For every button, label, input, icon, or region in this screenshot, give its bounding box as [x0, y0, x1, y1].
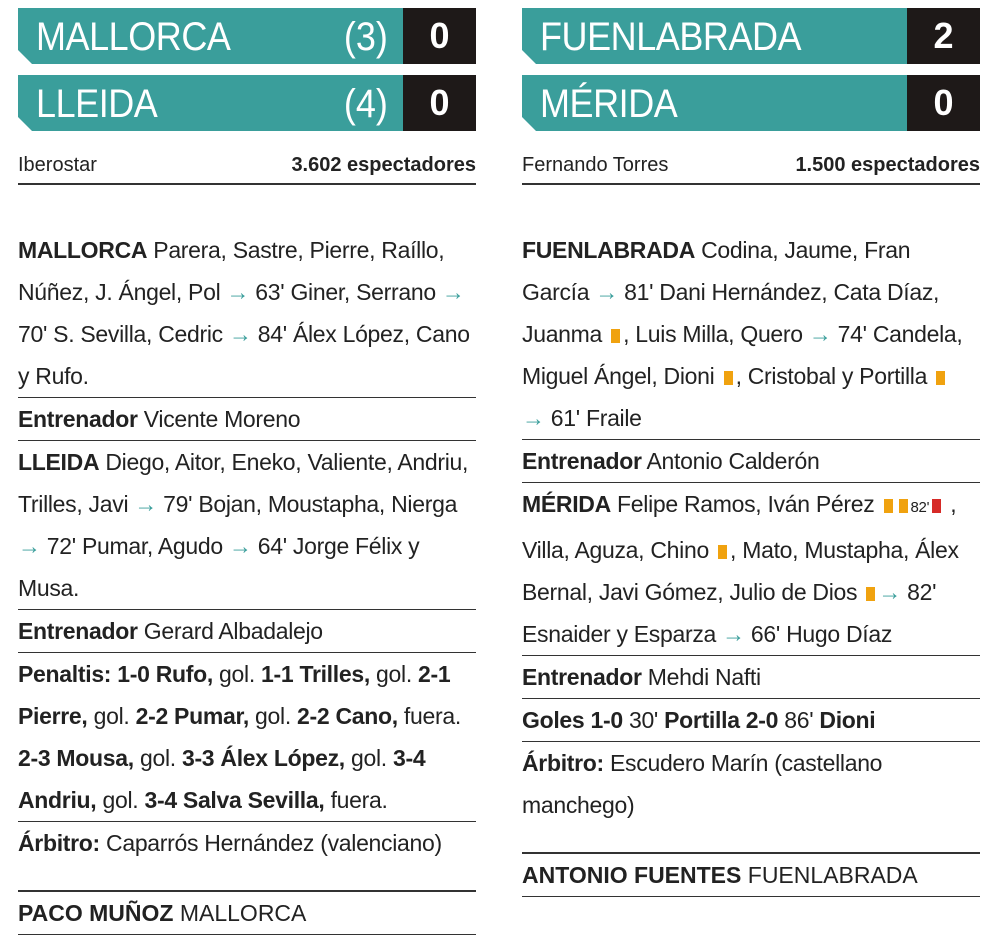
penalty-score: 2-1 Pierre, [18, 661, 451, 729]
match-report-fuenlabrada-merida [522, 8, 980, 897]
goal-score: 1-0 [584, 707, 623, 733]
goal-minute: 30' [622, 707, 665, 733]
coach-mallorca [18, 398, 476, 441]
penalties-label: Penaltis: [18, 661, 112, 687]
lineups [18, 229, 476, 935]
lineup-text: 63' Giner, Serrano [249, 279, 442, 305]
team-name-home: MALLORCA [36, 15, 231, 59]
score-away: 0 [403, 75, 476, 131]
team-label: MÉRIDA [522, 491, 611, 517]
coach-name: Gerard Albadalejo [137, 618, 323, 644]
penalty-result: gol. [344, 745, 393, 771]
score-away: 0 [907, 75, 980, 131]
referee [522, 742, 980, 826]
lineup-text: 79' Bojan, Moustapha, Nierga [157, 491, 458, 517]
coach-lleida [18, 610, 476, 653]
lineup-text: 70' S. Sevilla, Cedric [18, 321, 229, 347]
lineup-text: , Villa, Aguza, Chino [522, 491, 957, 563]
substitution-arrow-icon: → [595, 279, 619, 305]
venue-info [522, 142, 980, 185]
penalty-result: gol. [248, 703, 298, 729]
attendance: 3.602 espectadores [291, 154, 476, 176]
lineup-text: 84' Álex López, Cano y Rufo. [18, 321, 470, 389]
stadium-name: Fernando Torres [522, 154, 669, 176]
lineup-text: , Luis Milla, Quero [623, 321, 809, 347]
coach-label: Entrenador [522, 448, 642, 474]
match-report-mallorca-lleida [18, 8, 476, 935]
yellow-card-icon [884, 499, 893, 513]
penalty-score: 1-1 Trilles, [261, 661, 370, 687]
team-label: FUENLABRADA [522, 237, 696, 263]
author-name: ANTONIO FUENTES [522, 862, 742, 888]
goal-minute: 86' [778, 707, 820, 733]
referee-label: Árbitro: [522, 750, 604, 776]
red-card-minute: 82' [910, 499, 930, 516]
team-name-home: FUENLABRADA [540, 15, 802, 59]
attendance: 1.500 espectadores [795, 154, 980, 176]
penalty-shootout [18, 653, 476, 822]
substitution-arrow-icon: → [808, 321, 832, 347]
coach-fuenlabrada [522, 440, 980, 483]
lineup-text: 72' Pumar, Agudo [40, 533, 229, 559]
penalty-score: 1-0 Rufo, [111, 661, 213, 687]
lineup-text: Codina, Jaume, Fran García [522, 237, 911, 305]
substitution-arrow-icon: → [878, 579, 902, 605]
score-home: 0 [403, 8, 476, 64]
coach-name: Antonio Calderón [641, 448, 820, 474]
substitution-arrow-icon: → [134, 491, 158, 517]
lineup-text: 64' Jorge Félix y Musa. [18, 533, 420, 601]
penalty-score: 2-3 Mousa, [18, 745, 134, 771]
stadium-name: Iberostar [18, 154, 97, 176]
lineups [522, 229, 980, 897]
penalty-score: 3-3 Álex López, [181, 745, 345, 771]
goals [522, 699, 980, 742]
lineup-text: , Cristobal y Portilla [735, 363, 934, 389]
yellow-card-icon [724, 371, 733, 385]
coach-name: Mehdi Nafti [641, 664, 761, 690]
lineup-lleida [18, 441, 476, 610]
score-home: 2 [907, 8, 980, 64]
author-place: FUENLABRADA [741, 862, 918, 888]
referee-label: Árbitro: [18, 830, 100, 856]
yellow-card-icon [611, 329, 620, 343]
scoreboard-row-away [18, 75, 476, 131]
substitution-arrow-icon: → [441, 279, 465, 305]
lineup-text: Felipe Ramos, Iván Pérez [610, 491, 881, 517]
scoreboard-row-home [522, 8, 980, 64]
team-name-away: LLEIDA [36, 82, 158, 126]
substitution-arrow-icon: → [226, 279, 250, 305]
referee-name: Caparrós Hernández (valenciano) [99, 830, 442, 856]
referee [18, 822, 476, 864]
penalty-result: gol. [133, 745, 182, 771]
penalty-result: gol. [369, 661, 419, 687]
venue-info [18, 142, 476, 185]
penalty-score: 2-2 Pumar, [135, 703, 249, 729]
scoreboard-row-home [18, 8, 476, 64]
lineup-mallorca [18, 229, 476, 398]
author-place: MALLORCA [173, 900, 307, 926]
coach-name: Vicente Moreno [137, 406, 301, 432]
yellow-card-icon [866, 587, 875, 601]
coach-label: Entrenador [18, 406, 138, 432]
lineup-text: , Mato, Mustapha, Álex Bernal, Javi Gómez, Julio de Dios [522, 537, 959, 605]
yellow-card-icon [899, 499, 908, 513]
lineup-text: 66' Hugo Díaz [744, 621, 893, 647]
penalty-score: 3-4 Andriu, [18, 745, 426, 813]
red-card-icon [932, 499, 941, 513]
lineup-merida [522, 483, 980, 656]
coach-merida [522, 656, 980, 699]
penalty-result: gol. [212, 661, 262, 687]
lineup-text: 61' Fraile [544, 405, 642, 431]
byline [522, 852, 980, 897]
scoreboard-row-away [522, 75, 980, 131]
lineup-fuenlabrada [522, 229, 980, 440]
author-name: PACO MUÑOZ [18, 900, 174, 926]
lineup-text: Diego, Aitor, Eneko, Valiente, Andriu, Trilles, Javi [18, 449, 469, 517]
penalty-result: fuera. [324, 787, 388, 813]
goal-scorer: Portilla [664, 707, 740, 733]
substitution-arrow-icon: → [722, 621, 745, 647]
coach-label: Entrenador [522, 664, 642, 690]
goal-scorer: Dioni [819, 707, 876, 733]
goals-label: Goles [522, 707, 585, 733]
goal-score: 2-0 [739, 707, 779, 733]
penalty-result: gol. [96, 787, 145, 813]
lineup-text: 81' Dani Hernández, Cata Díaz, Juanma [522, 279, 940, 347]
penalty-score: 3-4 Salva Sevilla, [144, 787, 325, 813]
team-label: LLEIDA [18, 449, 100, 475]
coach-label: Entrenador [18, 618, 138, 644]
penalty-result: fuera. [397, 703, 461, 729]
substitution-arrow-icon: → [228, 533, 252, 559]
substitution-arrow-icon: → [522, 405, 545, 431]
penalty-result: gol. [87, 703, 136, 729]
yellow-card-icon [718, 545, 727, 559]
team-name-away: MÉRIDA [540, 82, 678, 126]
penalty-score-away: (4) [343, 82, 388, 126]
lineup-text: Parera, Sastre, Pierre, Raíllo, Núñez, J. Ángel, Pol [18, 237, 445, 305]
team-label: MALLORCA [18, 237, 148, 263]
penalty-score-home: (3) [343, 15, 388, 59]
byline [18, 890, 476, 935]
substitution-arrow-icon: → [228, 321, 252, 347]
lineup-text: 74' Candela, Miguel Ángel, Dioni [522, 321, 963, 389]
yellow-card-icon [936, 371, 945, 385]
lineup-text: 82' Esnaider y Esparza [522, 579, 937, 647]
substitution-arrow-icon: → [18, 533, 41, 559]
penalty-score: 2-2 Cano, [297, 703, 398, 729]
referee-name: Escudero Marín (castellano manchego) [522, 750, 883, 818]
